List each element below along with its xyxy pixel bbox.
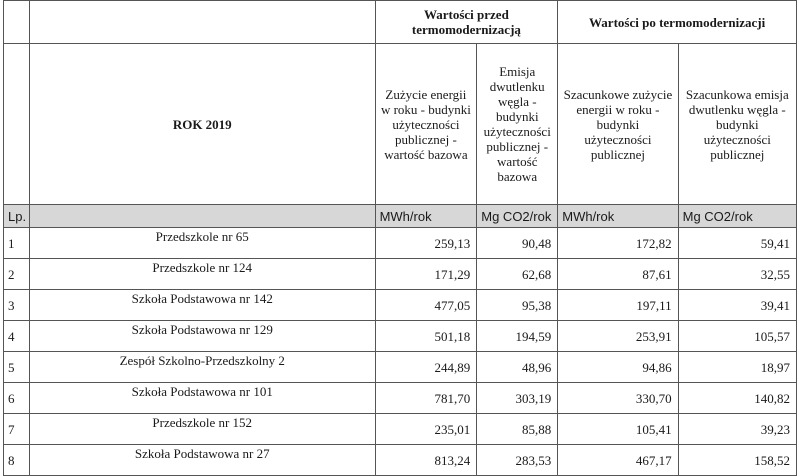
row-energy-base: 235,01 <box>375 414 477 445</box>
row-energy-est: 467,17 <box>558 445 678 476</box>
row-co2-base: 194,59 <box>477 321 558 352</box>
table-row <box>4 290 797 321</box>
row-lp: 7 <box>4 414 30 445</box>
row-lp: 8 <box>4 445 30 476</box>
row-energy-est: 87,61 <box>558 259 678 290</box>
row-co2-base: 48,96 <box>477 352 558 383</box>
col-co2-est-header: Szacunkowa emisja dwutlenku węgla - budynki użyteczności publicznej <box>678 44 796 205</box>
row-co2-est: 140,82 <box>678 383 796 414</box>
row-energy-est: 172,82 <box>558 228 678 259</box>
row-co2-base: 303,19 <box>477 383 558 414</box>
row-building-name: Zespół Szkolno-Przedszkolny 2 <box>29 352 375 383</box>
unit-energy-base: MWh/rok <box>375 205 477 228</box>
table-row <box>4 228 797 259</box>
row-co2-est: 18,97 <box>678 352 796 383</box>
row-energy-base: 477,05 <box>375 290 477 321</box>
col-co2-base-header: Emisja dwutlenku węgla - budynki użyteczności publicznej - wartość bazowa <box>477 44 558 205</box>
row-building-name: Przedszkole nr 124 <box>29 259 375 290</box>
row-lp: 1 <box>4 228 30 259</box>
group-before-header: Wartości przed termomodernizacją <box>375 1 558 44</box>
table-row <box>4 383 797 414</box>
row-co2-base: 283,53 <box>477 445 558 476</box>
group-header-row <box>4 1 797 44</box>
row-co2-base: 85,88 <box>477 414 558 445</box>
col-energy-est-header: Szacunkowe zużycie energii w roku - budynki użyteczności publicznej <box>558 44 678 205</box>
row-lp: 2 <box>4 259 30 290</box>
row-co2-est: 39,23 <box>678 414 796 445</box>
row-energy-base: 259,13 <box>375 228 477 259</box>
energy-table <box>3 0 797 476</box>
unit-co2-est: Mg CO2/rok <box>678 205 796 228</box>
row-co2-base: 90,48 <box>477 228 558 259</box>
unit-co2-base: Mg CO2/rok <box>477 205 558 228</box>
col-energy-base-header: Zużycie energii w roku - budynki użyteczności publicznej - wartość bazowa <box>375 44 477 205</box>
blank-cell <box>4 44 30 205</box>
row-energy-base: 501,18 <box>375 321 477 352</box>
row-co2-est: 32,55 <box>678 259 796 290</box>
row-co2-est: 105,57 <box>678 321 796 352</box>
row-building-name: Szkoła Podstawowa nr 27 <box>29 445 375 476</box>
blank-cell <box>29 205 375 228</box>
unit-row <box>4 205 797 228</box>
row-building-name: Szkoła Podstawowa nr 101 <box>29 383 375 414</box>
year-label: ROK 2019 <box>29 44 375 205</box>
row-building-name: Przedszkole nr 65 <box>29 228 375 259</box>
row-lp: 3 <box>4 290 30 321</box>
row-energy-base: 813,24 <box>375 445 477 476</box>
row-co2-est: 39,41 <box>678 290 796 321</box>
row-co2-est: 158,52 <box>678 445 796 476</box>
row-co2-base: 95,38 <box>477 290 558 321</box>
blank-cell <box>4 1 30 44</box>
table-row <box>4 259 797 290</box>
table-row <box>4 445 797 476</box>
row-energy-est: 105,41 <box>558 414 678 445</box>
row-lp: 6 <box>4 383 30 414</box>
row-building-name: Szkoła Podstawowa nr 142 <box>29 290 375 321</box>
row-energy-est: 253,91 <box>558 321 678 352</box>
table-row <box>4 352 797 383</box>
blank-cell <box>29 1 375 44</box>
row-energy-base: 781,70 <box>375 383 477 414</box>
row-energy-est: 330,70 <box>558 383 678 414</box>
row-energy-est: 94,86 <box>558 352 678 383</box>
row-co2-est: 59,41 <box>678 228 796 259</box>
row-building-name: Przedszkole nr 152 <box>29 414 375 445</box>
row-lp: 4 <box>4 321 30 352</box>
row-energy-est: 197,11 <box>558 290 678 321</box>
group-after-header: Wartości po termomodernizacji <box>558 1 797 44</box>
row-co2-base: 62,68 <box>477 259 558 290</box>
row-energy-base: 171,29 <box>375 259 477 290</box>
unit-energy-est: MWh/rok <box>558 205 678 228</box>
row-building-name: Szkoła Podstawowa nr 129 <box>29 321 375 352</box>
row-lp: 5 <box>4 352 30 383</box>
table-row <box>4 414 797 445</box>
lp-header: Lp. <box>4 205 30 228</box>
row-energy-base: 244,89 <box>375 352 477 383</box>
column-description-row <box>4 44 797 205</box>
table-row <box>4 321 797 352</box>
